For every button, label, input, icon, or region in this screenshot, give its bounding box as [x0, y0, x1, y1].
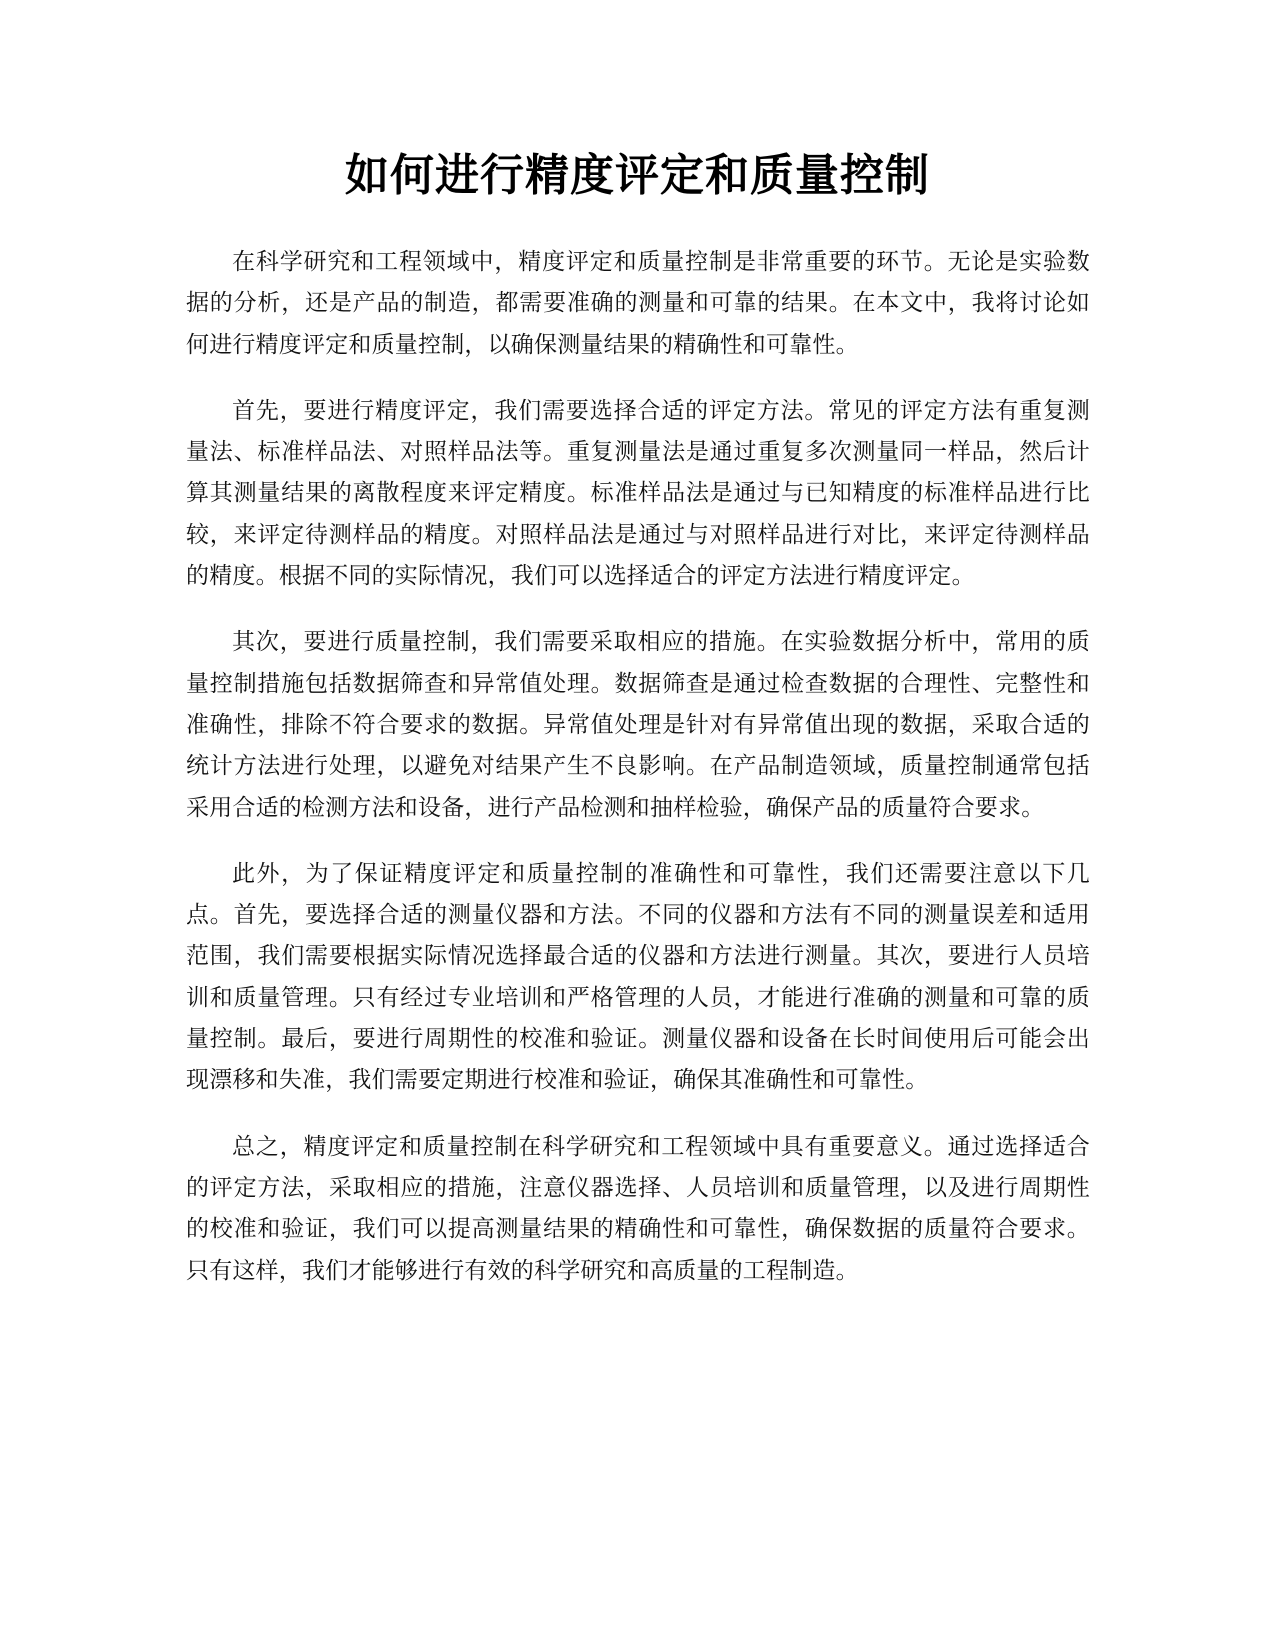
paragraph-intro: 在科学研究和工程领域中，精度评定和质量控制是非常重要的环节。无论是实验数据的分析，还是产品的制造，都需要准确的测量和可靠的结果。在本文中，我将讨论如何进行精度评定和质量控制，以确保测量结果的精确性和可靠性。	[186, 249, 1090, 358]
paragraph-conclusion: 总之，精度评定和质量控制在科学研究和工程领域中具有重要意义。通过选择适合的评定方法，采取相应的措施，注意仪器选择、人员培训和质量管理，以及进行周期性的校准和验证，我们可以提高测量结果的精确性和可靠性，确保数据的质量符合要求。只有这样，我们才能够进行有效的科学研究和高质量的工程制造。	[186, 1133, 1090, 1284]
paragraph-quality-control: 其次，要进行质量控制，我们需要采取相应的措施。在实验数据分析中，常用的质量控制措施包括数据筛查和异常值处理。数据筛查是通过检查数据的合理性、完整性和准确性，排除不符合要求的数据。异常值处理是针对有异常值出现的数据，采取合适的统计方法进行处理，以避免对结果产生不良影响。在产品制造领域，质量控制通常包括采用合适的检测方法和设备，进行产品检测和抽样检验，确保产品的质量符合要求。	[186, 629, 1090, 821]
document-body	[186, 242, 1090, 1292]
paragraph-additional-notes: 此外，为了保证精度评定和质量控制的准确性和可靠性，我们还需要注意以下几点。首先，要选择合适的测量仪器和方法。不同的仪器和方法有不同的测量误差和适用范围，我们需要根据实际情况选择最合适的仪器和方法进行测量。其次，要进行人员培训和质量管理。只有经过专业培训和严格管理的人员，才能进行准确的测量和可靠的质量控制。最后，要进行周期性的校准和验证。测量仪器和设备在长时间使用后可能会出现漂移和失准，我们需要定期进行校准和验证，确保其准确性和可靠性。	[186, 860, 1090, 1094]
document-title: 如何进行精度评定和质量控制	[345, 150, 930, 201]
paragraph-precision-evaluation: 首先，要进行精度评定，我们需要选择合适的评定方法。常见的评定方法有重复测量法、标准样品法、对照样品法等。重复测量法是通过重复多次测量同一样品，然后计算其测量结果的离散程度来评定精度。标准样品法是通过与已知精度的标准样品进行比较，来评定待测样品的精度。对照样品法是通过与对照样品进行对比，来评定待测样品的精度。根据不同的实际情况，我们可以选择适合的评定方法进行精度评定。	[186, 397, 1090, 590]
